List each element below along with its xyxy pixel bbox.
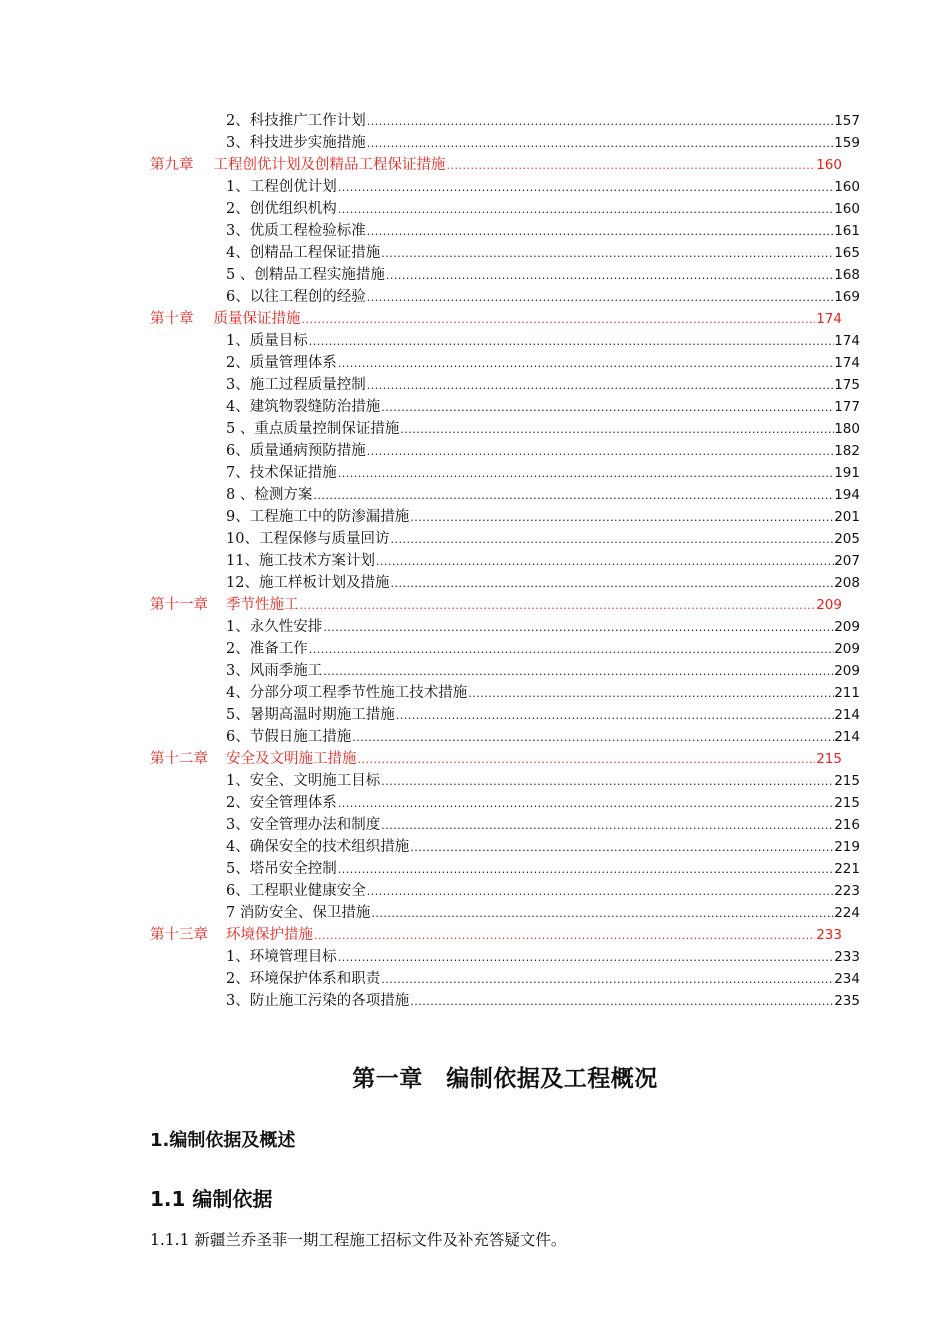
toc-page-number: 160: [816, 157, 842, 173]
toc-entry-title: 12、施工样板计划及措施: [226, 575, 390, 591]
toc-entry-title: 4、建筑物裂缝防治措施: [226, 399, 381, 415]
toc-page-number: 215: [834, 795, 860, 811]
toc-page-number: 208: [834, 575, 860, 591]
toc-page-number: 211: [834, 685, 860, 701]
toc-entry-title: 5 、重点质量控制保证措施: [226, 421, 400, 437]
toc-dot-leader: [447, 154, 816, 177]
toc-dot-leader: [381, 396, 834, 419]
toc-page-number: 233: [834, 949, 860, 965]
toc-dot-leader: [400, 418, 834, 441]
toc-entry-link[interactable]: [150, 792, 860, 814]
toc-entry-link[interactable]: [150, 374, 860, 396]
toc-page-number: 219: [834, 839, 860, 855]
toc-entry-link[interactable]: [150, 616, 860, 638]
toc-entry-link[interactable]: [150, 506, 860, 528]
toc-dot-leader: [410, 506, 834, 529]
toc-dot-leader: [381, 242, 834, 265]
toc-page-number: 207: [834, 553, 860, 569]
toc-chapter-link[interactable]: [150, 924, 842, 946]
toc-entry-title: 2、安全管理体系: [226, 795, 337, 811]
toc-page-number: 215: [834, 773, 860, 789]
toc-dot-leader: [314, 924, 815, 947]
toc-dot-leader: [309, 638, 834, 661]
toc-page-number: 177: [834, 399, 860, 415]
toc-dot-leader: [381, 770, 834, 793]
toc-entry-title: 6、以往工程创的经验: [226, 289, 366, 305]
toc-entry-link[interactable]: [150, 946, 860, 968]
toc-page-number: 168: [834, 267, 860, 283]
toc-entry-link[interactable]: [150, 836, 860, 858]
toc-page-number: 194: [834, 487, 860, 503]
toc-page-number: 214: [834, 729, 860, 745]
toc-entry-link[interactable]: [150, 902, 860, 924]
toc-page-number: 214: [834, 707, 860, 723]
toc-page-number: 159: [834, 135, 860, 151]
toc-entry-link[interactable]: [150, 220, 860, 242]
toc-page-number: 221: [834, 861, 860, 877]
toc-chapter-link[interactable]: [150, 154, 842, 176]
toc-chapter-number: 第十一章: [150, 597, 208, 613]
toc-entry-link[interactable]: [150, 176, 860, 198]
toc-page-number: 174: [834, 333, 860, 349]
toc-page-number: 209: [834, 663, 860, 679]
toc-entry-link[interactable]: [150, 484, 860, 506]
table-of-contents: [150, 110, 860, 1012]
toc-dot-leader: [338, 792, 834, 815]
toc-entry-title: 1、永久性安排: [226, 619, 323, 635]
subsection-heading: 1.1 编制依据: [150, 1187, 273, 1211]
toc-entry-title: 2、准备工作: [226, 641, 308, 657]
toc-entry-title: 10、工程保修与质量回访: [226, 531, 390, 547]
toc-entry-title: 5、暑期高温时期施工措施: [226, 707, 395, 723]
toc-entry-link[interactable]: [150, 264, 860, 286]
toc-dot-leader: [300, 594, 816, 617]
toc-page-number: 209: [834, 619, 860, 635]
toc-dot-leader: [309, 330, 834, 353]
toc-entry-title: [150, 924, 313, 946]
toc-entry-link[interactable]: [150, 814, 860, 836]
toc-entry-link[interactable]: [150, 638, 860, 660]
toc-dot-leader: [367, 880, 834, 903]
toc-chapter-link[interactable]: [150, 748, 842, 770]
toc-entry-title: 4、分部分项工程季节性施工技术措施: [226, 685, 468, 701]
toc-entry-title: 7、技术保证措施: [226, 465, 337, 481]
toc-page-number: 209: [816, 597, 842, 613]
toc-dot-leader: [381, 968, 834, 991]
toc-page-number: 161: [834, 223, 860, 239]
toc-chapter-link[interactable]: [150, 594, 842, 616]
toc-dot-leader: [352, 726, 834, 749]
toc-page-number: 201: [834, 509, 860, 525]
toc-page-number: 205: [834, 531, 860, 547]
toc-dot-leader: [313, 484, 834, 507]
toc-dot-leader: [338, 462, 834, 485]
toc-chapter-title: 季节性施工: [226, 597, 299, 613]
toc-entry-title: 1、环境管理目标: [226, 949, 337, 965]
toc-dot-leader: [376, 550, 834, 573]
toc-chapter-title: 质量保证措施: [213, 311, 301, 327]
toc-page-number: 175: [834, 377, 860, 393]
toc-page-number: 174: [816, 311, 842, 327]
toc-entry-link[interactable]: [150, 110, 860, 132]
toc-entry-title: 2、创优组织机构: [226, 201, 337, 217]
toc-chapter-link[interactable]: [150, 308, 842, 330]
toc-entry-title: [150, 748, 357, 770]
toc-entry-title: 2、环境保护体系和职责: [226, 971, 381, 987]
toc-page-number: 234: [834, 971, 860, 987]
toc-page-number: 157: [834, 113, 860, 129]
toc-entry-title: [150, 594, 299, 616]
toc-entry-link[interactable]: [150, 198, 860, 220]
toc-dot-leader: [323, 660, 834, 683]
toc-entry-link[interactable]: [150, 990, 860, 1012]
toc-dot-leader: [338, 176, 834, 199]
toc-entry-title: 3、安全管理办法和制度: [226, 817, 381, 833]
body-paragraph: 1.1.1 新疆兰乔圣菲一期工程施工招标文件及补充答疑文件。: [150, 1231, 567, 1249]
toc-page-number: 235: [834, 993, 860, 1009]
toc-page-number: 224: [834, 905, 860, 921]
toc-entry-title: 8 、检测方案: [226, 487, 313, 503]
toc-entry-link[interactable]: [150, 550, 860, 572]
toc-chapter-title: 安全及文明施工措施: [226, 751, 357, 767]
toc-dot-leader: [338, 858, 834, 881]
toc-entry-title: 3、风雨季施工: [226, 663, 323, 679]
toc-entry-title: 9、工程施工中的防渗漏措施: [226, 509, 410, 525]
toc-entry-link[interactable]: [150, 286, 860, 308]
toc-dot-leader: [367, 110, 834, 133]
toc-entry-link[interactable]: [150, 704, 860, 726]
toc-entry-title: [150, 308, 301, 330]
toc-dot-leader: [338, 946, 834, 969]
toc-dot-leader: [358, 748, 816, 771]
toc-dot-leader: [367, 374, 834, 397]
toc-entry-link[interactable]: [150, 352, 860, 374]
toc-entry-title: 6、节假日施工措施: [226, 729, 352, 745]
toc-entry-link[interactable]: [150, 396, 860, 418]
toc-entry-link[interactable]: [150, 462, 860, 484]
toc-entry-title: 3、科技进步实施措施: [226, 135, 366, 151]
toc-entry-title: 5、塔吊安全控制: [226, 861, 337, 877]
toc-page-number: 209: [834, 641, 860, 657]
toc-chapter-number: 第十章: [150, 311, 194, 327]
toc-dot-leader: [338, 352, 834, 375]
toc-dot-leader: [302, 308, 816, 331]
toc-entry-link[interactable]: [150, 418, 860, 440]
toc-entry-title: 5 、创精品工程实施措施: [226, 267, 385, 283]
toc-page-number: 160: [834, 201, 860, 217]
toc-page-number: 169: [834, 289, 860, 305]
toc-entry-link[interactable]: [150, 880, 860, 902]
toc-dot-leader: [367, 220, 834, 243]
toc-page-number: 223: [834, 883, 860, 899]
toc-chapter-title: 工程创优计划及创精品工程保证措施: [213, 157, 446, 173]
toc-page-number: 191: [834, 465, 860, 481]
toc-entry-title: 6、工程职业健康安全: [226, 883, 366, 899]
toc-chapter-number: 第十三章: [150, 927, 208, 943]
toc-entry-title: 6、质量通病预防措施: [226, 443, 366, 459]
toc-dot-leader: [396, 704, 834, 727]
toc-entry-title: 3、施工过程质量控制: [226, 377, 366, 393]
toc-dot-leader: [338, 198, 834, 221]
toc-dot-leader: [390, 528, 834, 551]
toc-dot-leader: [367, 440, 834, 463]
toc-page-number: 215: [816, 751, 842, 767]
toc-entry-title: 11、施工技术方案计划: [226, 553, 375, 569]
toc-dot-leader: [367, 286, 834, 309]
toc-page-number: 182: [834, 443, 860, 459]
toc-chapter-number: 第十二章: [150, 751, 208, 767]
toc-entry-link[interactable]: [150, 132, 860, 154]
toc-entry-link[interactable]: [150, 660, 860, 682]
toc-entry-title: 1、质量目标: [226, 333, 308, 349]
chapter-heading: 第一章 编制依据及工程概况: [352, 1066, 658, 1092]
toc-entry-link[interactable]: [150, 330, 860, 352]
toc-dot-leader: [367, 132, 834, 155]
toc-chapter-number: 第九章: [150, 157, 194, 173]
toc-page-number: 160: [834, 179, 860, 195]
section-heading: 1.编制依据及概述: [150, 1130, 296, 1151]
toc-chapter-title: 环境保护措施: [226, 927, 313, 943]
toc-dot-leader: [468, 682, 834, 705]
toc-entry-title: 4、创精品工程保证措施: [226, 245, 381, 261]
toc-dot-leader: [371, 902, 834, 925]
toc-entry-title: 3、优质工程检验标准: [226, 223, 366, 239]
toc-dot-leader: [386, 264, 834, 287]
toc-entry-link[interactable]: [150, 770, 860, 792]
toc-entry-link[interactable]: [150, 440, 860, 462]
toc-page-number: 174: [834, 355, 860, 371]
toc-entry-title: 4、确保安全的技术组织措施: [226, 839, 410, 855]
toc-dot-leader: [323, 616, 834, 639]
toc-dot-leader: [390, 572, 834, 595]
toc-entry-link[interactable]: [150, 858, 860, 880]
toc-entry-link[interactable]: [150, 528, 860, 550]
toc-entry-title: 2、科技推广工作计划: [226, 113, 366, 129]
toc-page-number: 233: [816, 927, 842, 943]
toc-page-number: 216: [834, 817, 860, 833]
toc-page-number: 165: [834, 245, 860, 261]
toc-page-number: 180: [834, 421, 860, 437]
toc-entry-title: 3、防止施工污染的各项措施: [226, 993, 410, 1009]
toc-entry-link[interactable]: [150, 968, 860, 990]
toc-entry-title: 1、工程创优计划: [226, 179, 337, 195]
toc-dot-leader: [410, 836, 834, 859]
toc-entry-title: 7 消防安全、保卫措施: [226, 905, 371, 921]
toc-entry-link[interactable]: [150, 726, 860, 748]
toc-entry-link[interactable]: [150, 572, 860, 594]
toc-dot-leader: [381, 814, 834, 837]
toc-entry-link[interactable]: [150, 242, 860, 264]
toc-entry-title: 1、安全、文明施工目标: [226, 773, 381, 789]
toc-entry-title: 2、质量管理体系: [226, 355, 337, 371]
toc-dot-leader: [410, 990, 834, 1013]
toc-entry-title: [150, 154, 446, 176]
toc-entry-link[interactable]: [150, 682, 860, 704]
